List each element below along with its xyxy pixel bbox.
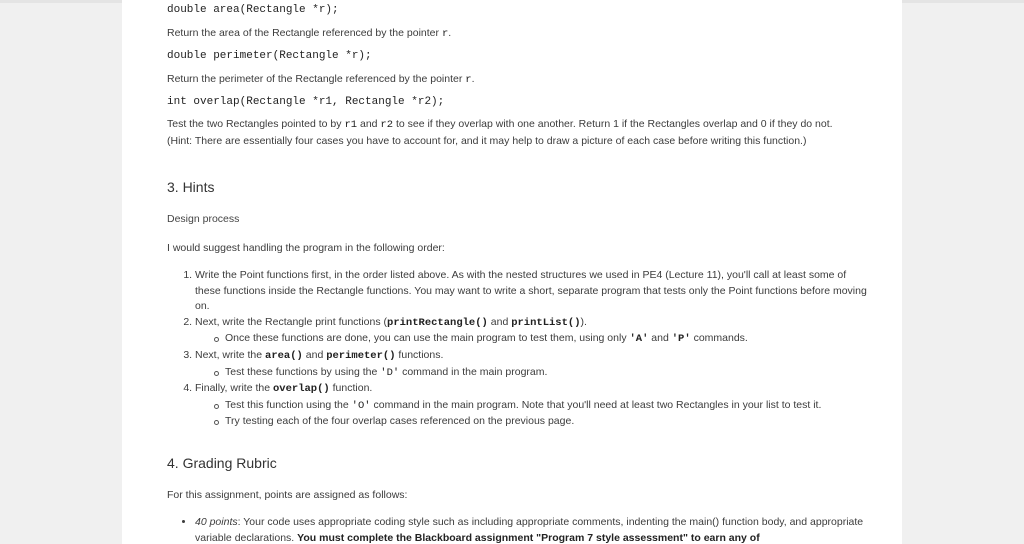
list-item: Try testing each of the four overlap cases referenced on the previous page. — [225, 414, 871, 430]
list-item: 4. Finally, write the overlap() function. Test this function using the 'O' command in the main program. Note that you'll need at least two Rectangles in your list to test it. Try testing each of the four overlap cases referenced on the previous page. — [195, 381, 871, 430]
rubric-list — [181, 515, 871, 544]
list-item: Test these functions by using the 'D' command in the main program. — [225, 365, 871, 382]
subheading-design-process: Design process — [167, 213, 240, 225]
perimeter-description: Return the perimeter of the Rectangle referenced by the pointer r. — [167, 73, 475, 86]
list-item: 3. Next, write the area() and perimeter() functions. Test these functions by using the 'D' command in the main program. — [195, 348, 871, 381]
list-item: 1. Write the Point functions first, in the order listed above. As with the nested structures we used in PE4 (Lecture 11), you'll call at least some of these functions inside the Rectangle functions. You may want to write a short, separate program that tests only the Point functions before moving on. — [195, 268, 871, 315]
list-item: Test this function using the 'O' command in the main program. Note that you'll need at least two Rectangles in your list to test it. — [225, 398, 871, 415]
code-area-signature: double area(Rectangle *r); — [167, 4, 339, 16]
sub-list — [195, 365, 871, 382]
overlap-description: Test the two Rectangles pointed to by r1 and r2 to see if they overlap with one another. Return 1 if the Rectangles overlap and 0 if they do not. (Hint: There are essentially four cases you have to account for, and it may help to draw a picture of each case before writing this function.) — [167, 118, 833, 147]
sub-list — [195, 398, 871, 430]
area-description: Return the area of the Rectangle referenced by the pointer r. — [167, 27, 452, 40]
code-perimeter-signature: double perimeter(Rectangle *r); — [167, 50, 372, 62]
list-item: Once these functions are done, you can use the main program to test them, using only 'A' and 'P' commands. — [225, 331, 871, 348]
list-item: • 40 points: Your code uses appropriate coding style such as including appropriate comments, indenting the main() function body, and appropriate variable declarations. You must complete the Blackboard assignment "Program 7 style assessment" to earn any of — [195, 515, 871, 544]
section-heading-hints: 3. Hints — [167, 179, 215, 195]
sub-list — [195, 331, 871, 348]
document-page — [122, 0, 902, 544]
section-heading-grading-rubric: 4. Grading Rubric — [167, 455, 277, 471]
code-overlap-signature: int overlap(Rectangle *r1, Rectangle *r2); — [167, 96, 445, 108]
list-item: 2. Next, write the Rectangle print functions (printRectangle() and printList()). Once these functions are done, you can use the main program to test them, using only 'A' and 'P' commands. — [195, 315, 871, 348]
hints-intro: I would suggest handling the program in the following order: — [167, 242, 445, 254]
rubric-intro: For this assignment, points are assigned as follows: — [167, 489, 408, 501]
steps-list — [181, 268, 871, 430]
